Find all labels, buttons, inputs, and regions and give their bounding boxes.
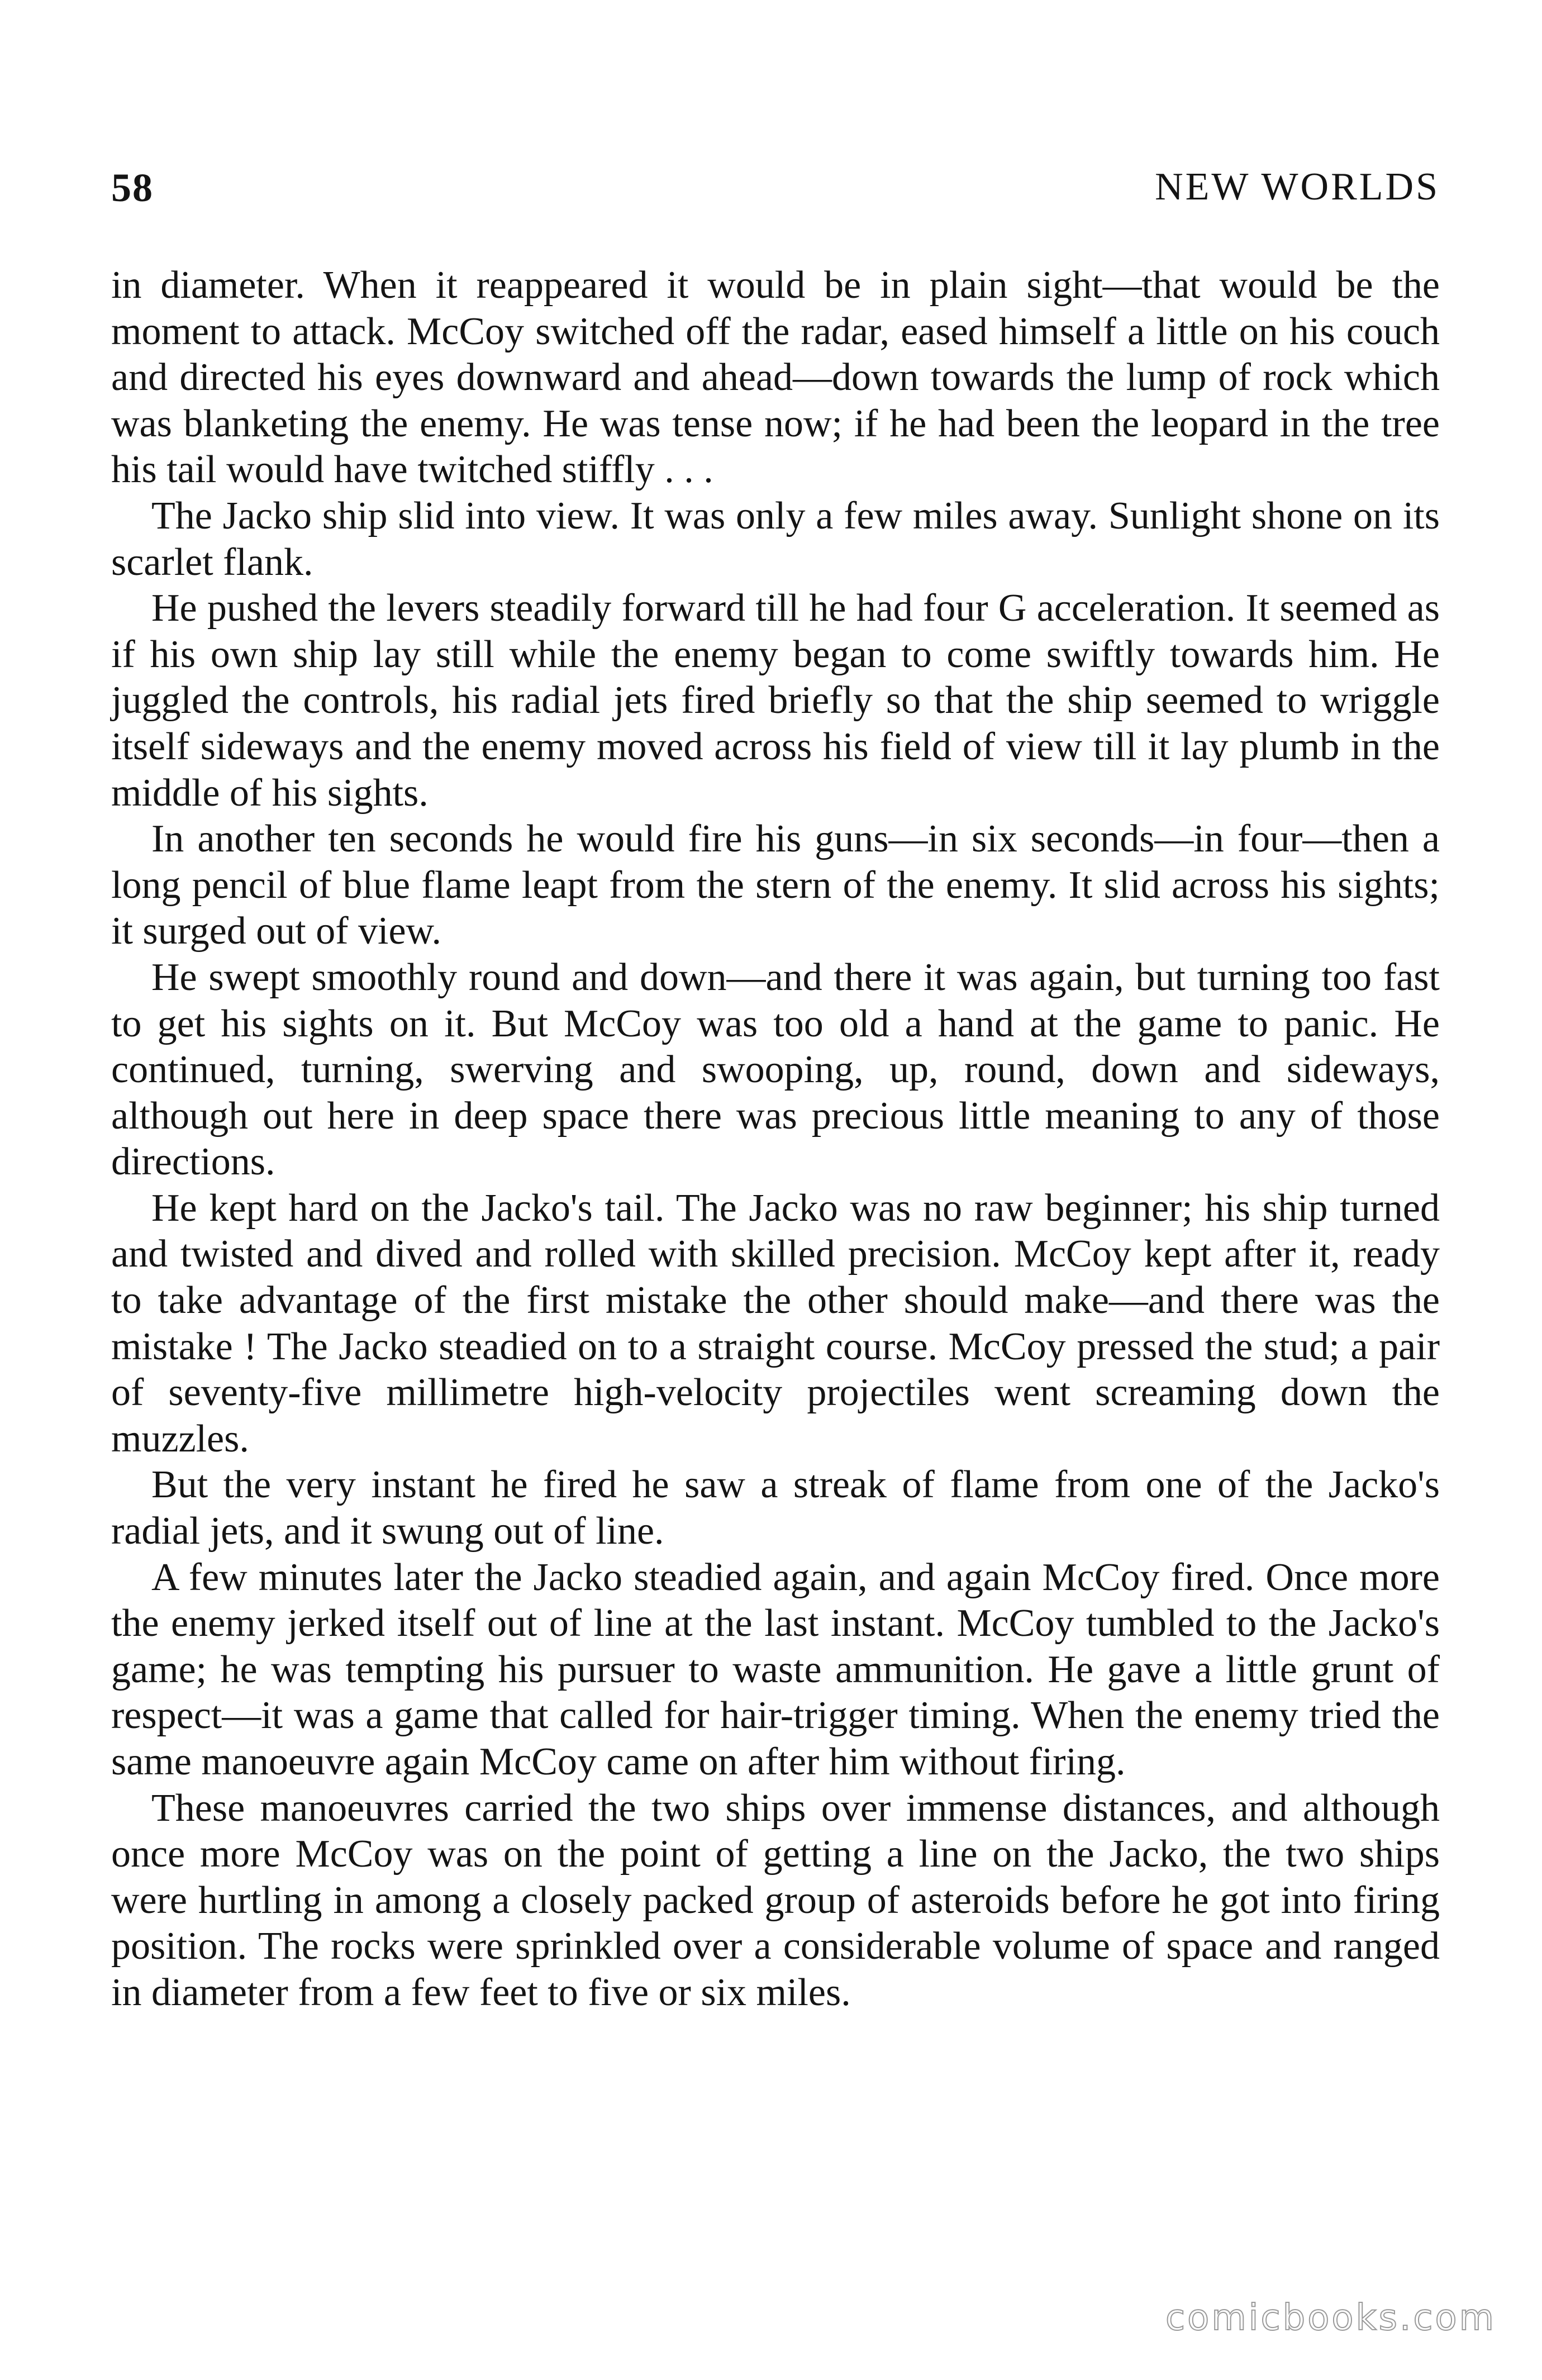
page-header [111, 165, 1440, 226]
paragraph: In another ten seconds he would fire his guns—in six seconds—in four—then a long pencil of blue flame leapt from the stern of the enemy. It slid across his sights; it surged out of view. [111, 817, 1440, 953]
paragraph: He pushed the levers steadily forward till he had four G acceleration. It seemed as if his own ship lay still while the enemy began to come swiftly towards him. He juggled the controls, his radial jets fired briefly so that the ship seemed to wriggle itself sideways and the enemy moved across his field of view till it lay plumb in the middle of his sights. [111, 587, 1440, 815]
running-head: NEW WORLDS [1155, 165, 1440, 208]
paragraph: But the very instant he fired he saw a streak of flame from one of the Jacko's radial jets, and it swung out of line. [111, 1463, 1440, 1553]
page-number: 58 [111, 165, 154, 210]
paragraph-continued: in diameter. When it reappeared it would be in plain sight—that would be the moment to attack. McCoy switched off the radar, eased himself a little on his couch and directed his eyes downward and ahead—down towards the lump of rock which was blanketing the enemy. He was tense now; if he had been the leopard in the tree his tail would have twitched stiffly . . . [111, 264, 1440, 492]
paragraph: The Jacko ship slid into view. It was only a few miles away. Sunlight shone on its scarlet flank. [111, 494, 1440, 584]
paragraph: He swept smoothly round and down—and there it was again, but turning too fast to get his sights on it. But McCoy was too old a hand at the game to panic. He continued, turning, swerving and swooping, up, round, down and sideways, although out here in deep space there was precious little meaning to any of those directions. [111, 955, 1440, 1184]
paragraph: A few minutes later the Jacko steadied again, and again McCoy fired. Once more the enemy jerked itself out of line at the last instant. McCoy tumbled to the Jacko's game; he was tempting his pursuer to waste ammunition. He gave a little grunt of respect—it was a game that called for hair-trigger timing. When the enemy tried the same manoeuvre again McCoy came on after him without firing. [111, 1555, 1440, 1783]
paragraph: He kept hard on the Jacko's tail. The Jacko was no raw beginner; his ship turned and twisted and dived and rolled with skilled precision. McCoy kept after it, ready to take advantage of the first mistake the other should make—and there was the mistake ! The Jacko steadied on to a straight course. McCoy pressed the stud; a pair of seventy-five millimetre high-velocity projectiles went screaming down the muzzles. [111, 1186, 1440, 1460]
watermark: comicbooks.com [1165, 2297, 1496, 2339]
paragraph: These manoeuvres carried the two ships over immense distances, and although once more McCoy was on the point of getting a line on the Jacko, the two ships were hurtling in among a closely packed group of asteroids before he got into firing position. The rocks were sprinkled over a considerable volume of space and ranged in diameter from a few feet to five or six miles. [111, 1786, 1440, 2014]
story-text [111, 263, 1440, 2016]
